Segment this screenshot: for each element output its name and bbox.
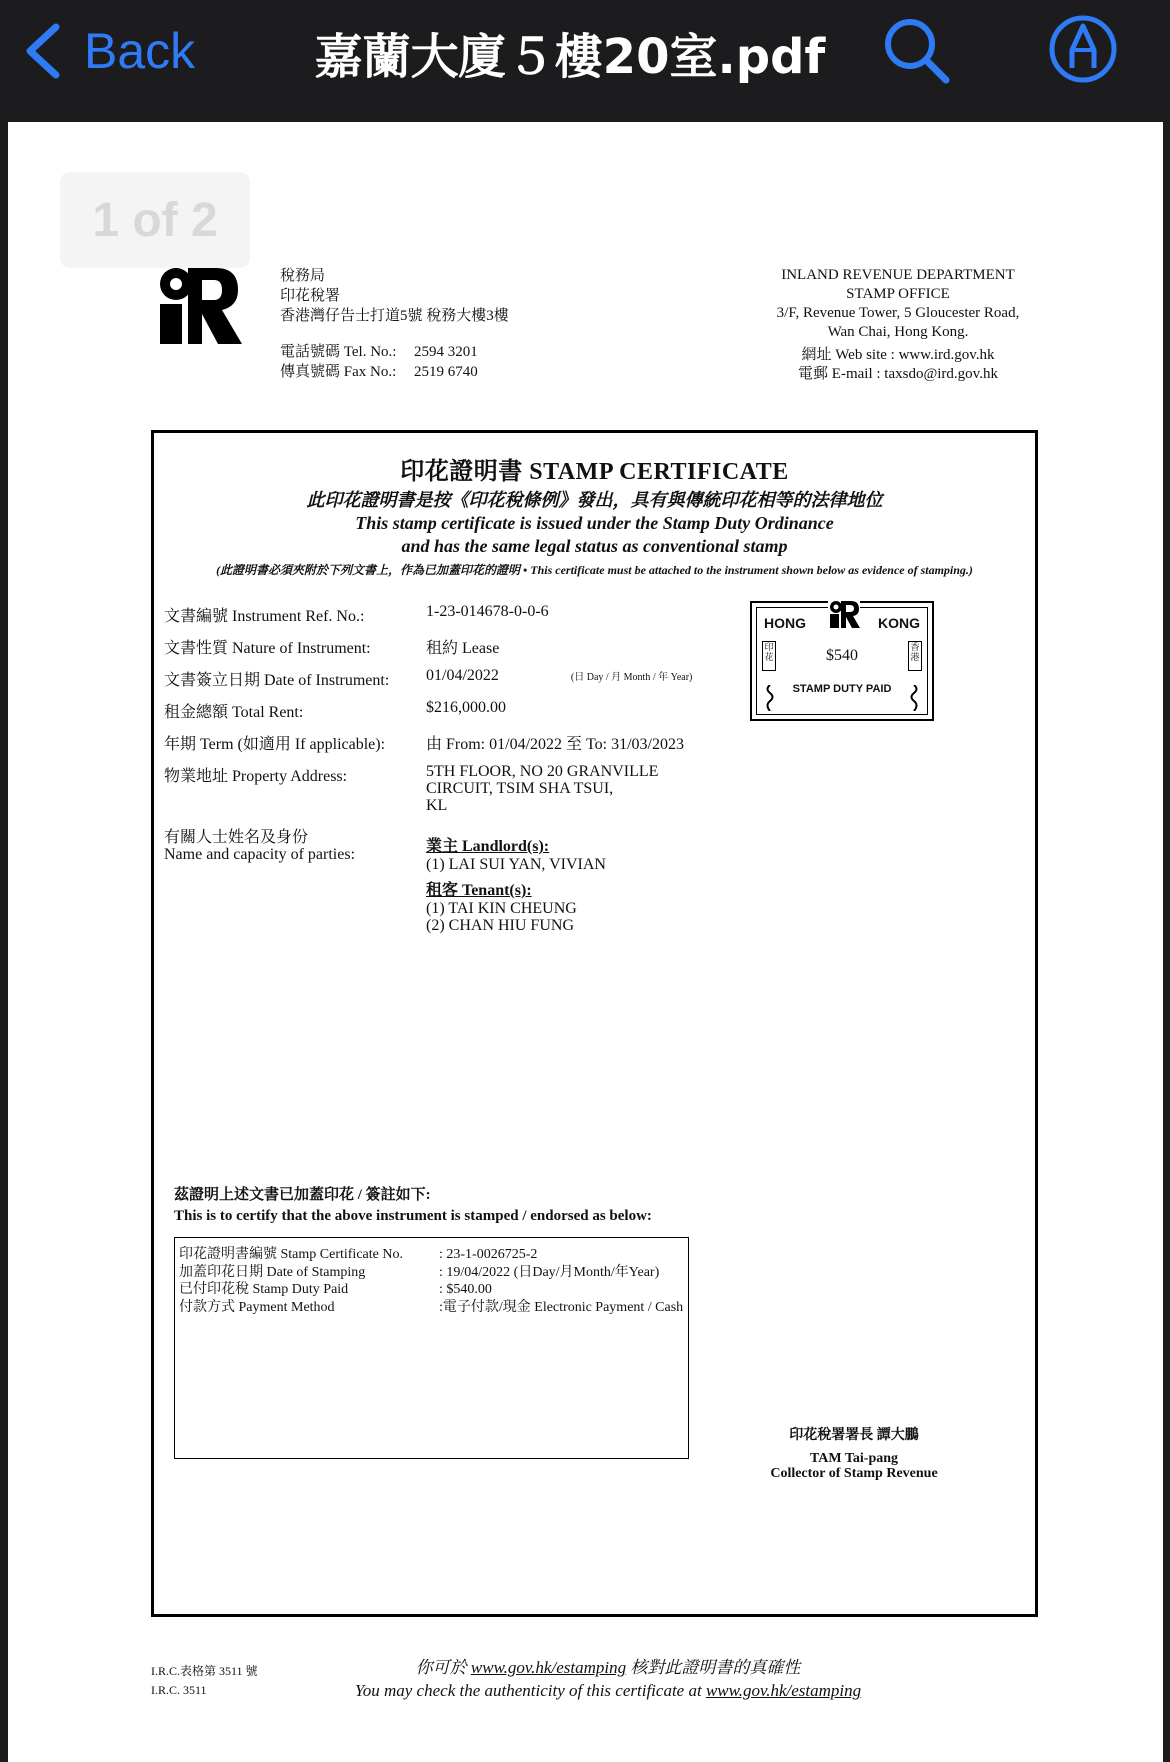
nature-value: 租約 Lease: [426, 640, 500, 657]
ref-label: 文書編號 Instrument Ref. No.:: [164, 608, 365, 625]
estamping-link-en[interactable]: www.gov.hk/estamping: [705, 1681, 862, 1700]
endorsement-label: 付款方式 Payment Method: [179, 1299, 335, 1315]
letterhead-line: Wan Chai, Hong Kong.: [827, 324, 969, 340]
subtitle-en-1: This stamp certificate is issued under the Stamp Duty Ordinance: [355, 513, 834, 533]
endorsement-value: :電子付款/現金 Electronic Payment / Cash: [439, 1299, 684, 1315]
form-number-cn: I.R.C.表格第 3511 號: [151, 1664, 258, 1678]
stamp-ornament-icon: [909, 685, 919, 711]
verify-cn-suffix: 核對此證明書的真確性: [630, 1658, 801, 1677]
rent-label: 租金總額 Total Rent:: [164, 704, 304, 721]
endorsement-row: [179, 1281, 688, 1299]
letterhead-chinese: [280, 266, 509, 382]
letterhead-line: STAMP OFFICE: [846, 286, 950, 302]
certify-cn: 茲證明上述文書已加蓋印花 / 簽註如下:: [174, 1187, 431, 1203]
form-number-en: I.R.C. 3511: [151, 1683, 207, 1697]
date-hint: (日 Day / 月 Month / 年 Year): [570, 672, 693, 683]
letterhead-english: [738, 266, 1058, 384]
endorsement-label: 印花證明書編號 Stamp Certificate No.: [179, 1247, 403, 1262]
fax-label: 傳真號碼 Fax No.:: [280, 364, 397, 380]
back-label: Back: [84, 23, 196, 79]
chevron-left-icon: [22, 21, 64, 81]
endorsement-value: : 23-1-0026725-2: [439, 1247, 538, 1262]
fax-value: 2519 6740: [414, 364, 478, 380]
search-icon[interactable]: [880, 14, 952, 86]
signature-cn: 印花稅署署長 譚大鵬: [789, 1428, 919, 1443]
stamp-ornament-icon: [765, 685, 775, 711]
instrument-fields: [164, 603, 744, 934]
stamp-duty-paid-stamp: [750, 601, 934, 721]
parties-value: [426, 829, 744, 934]
certificate-subtitle: [154, 489, 1035, 558]
endorsement-box: [174, 1237, 689, 1459]
document-title: 嘉蘭大廈５樓20室.pdf: [314, 29, 826, 85]
endorsement-row: [179, 1246, 688, 1264]
verify-cn-prefix: 你可於: [415, 1658, 467, 1677]
rent-value: $216,000.00: [426, 699, 506, 716]
subtitle-cn: 此印花證明書是按《印花稅條例》發出，具有與傳統印花相等的法律地位: [306, 490, 883, 510]
tenant-heading: 租客 Tenant(s):: [426, 882, 532, 899]
endorsement-value: : $540.00: [439, 1282, 492, 1297]
certify-statement: [174, 1185, 652, 1227]
website-text: 網址 Web site : www.ird.gov.hk: [801, 347, 995, 363]
certificate-note: (此證明書必須夾附於下列文書上，作為已加蓋印花的證明 • This certificate must be attached to the instrument shown below as evidence of stamping.): [216, 563, 973, 577]
stamp-kong-text: KONG: [878, 615, 920, 631]
email-text: 電郵 E-mail : taxsdo@ird.gov.hk: [798, 366, 998, 382]
stamp-ird-logo-icon: [828, 599, 860, 629]
stamp-amount: $540: [826, 647, 858, 664]
letterhead-line: 3/F, Revenue Tower, 5 Gloucester Road,: [776, 305, 1020, 321]
certify-en: This is to certify that the above instrument is stamped / endorsed as below:: [174, 1208, 652, 1224]
page-indicator: 1 of 2: [60, 172, 250, 268]
parties-label: [164, 829, 426, 863]
endorsement-label: 已付印花稅 Stamp Duty Paid: [179, 1282, 349, 1297]
address-line: 5TH FLOOR, NO 20 GRANVILLE: [426, 763, 659, 780]
landlord-name: (1) LAI SUI YAN, VIVIAN: [426, 856, 606, 873]
stamp-side-text: 印花: [762, 641, 776, 671]
letterhead-line: 香港灣仔告士打道5號 稅務大樓3樓: [280, 308, 509, 324]
subtitle-en-2: and has the same legal status as conventional stamp: [401, 536, 788, 556]
parties-label-en: Name and capacity of parties:: [164, 846, 356, 863]
markup-pen-icon[interactable]: [1048, 14, 1118, 84]
collector-signature: [714, 1428, 994, 1481]
letterhead-line: INLAND REVENUE DEPARTMENT: [781, 267, 1015, 283]
address-line: CIRCUIT, TSIM SHA TSUI,: [426, 780, 614, 797]
endorsement-row: [179, 1264, 688, 1282]
estamping-link-cn[interactable]: www.gov.hk/estamping: [470, 1658, 627, 1677]
navigation-bar: [0, 0, 1170, 110]
signature-title: Collector of Stamp Revenue: [770, 1466, 938, 1481]
stamp-certificate: [151, 430, 1038, 1617]
term-label: 年期 Term (如適用 If applicable):: [164, 736, 386, 753]
nature-label: 文書性質 Nature of Instrument:: [164, 640, 371, 657]
stamp-paid-text: STAMP DUTY PAID: [792, 683, 892, 695]
verify-en-prefix: You may check the authenticity of this certificate at: [354, 1681, 702, 1700]
parties-label-cn: 有關人士姓名及身份: [164, 829, 309, 846]
tenant-name: (1) TAI KIN CHEUNG: [426, 900, 577, 917]
ird-logo-icon: [156, 264, 242, 346]
stamp-hong-text: HONG: [764, 615, 806, 631]
date-value: 01/04/2022: [426, 667, 499, 684]
verification-note: [238, 1656, 978, 1702]
endorsement-label: 加蓋印花日期 Date of Stamping: [179, 1264, 366, 1280]
stamp-side-text: 香港: [908, 641, 922, 671]
endorsement-value: : 19/04/2022 (日Day/月Month/年Year): [439, 1264, 660, 1280]
term-value: 由 From: 01/04/2022 至 To: 31/03/2023: [426, 736, 685, 753]
back-button[interactable]: [22, 16, 195, 86]
letterhead-line: 印花稅署: [280, 288, 341, 304]
certificate-title: 印花證明書 STAMP CERTIFICATE: [400, 459, 789, 485]
pdf-page[interactable]: [8, 122, 1163, 1762]
tel-label: 電話號碼 Tel. No.:: [280, 344, 397, 360]
signature-name: TAM Tai-pang: [809, 1451, 899, 1466]
tel-value: 2594 3201: [414, 344, 478, 360]
tenant-name: (2) CHAN HIU FUNG: [426, 917, 574, 934]
address-value: [426, 763, 744, 814]
ref-value: 1-23-014678-0-0-6: [426, 603, 549, 620]
endorsement-row: [179, 1299, 688, 1317]
date-label: 文書簽立日期 Date of Instrument:: [164, 672, 390, 689]
address-label: 物業地址 Property Address:: [164, 768, 348, 785]
landlord-heading: 業主 Landlord(s):: [426, 838, 550, 855]
address-line: KL: [426, 797, 448, 814]
letterhead-line: 稅務局: [280, 268, 326, 284]
